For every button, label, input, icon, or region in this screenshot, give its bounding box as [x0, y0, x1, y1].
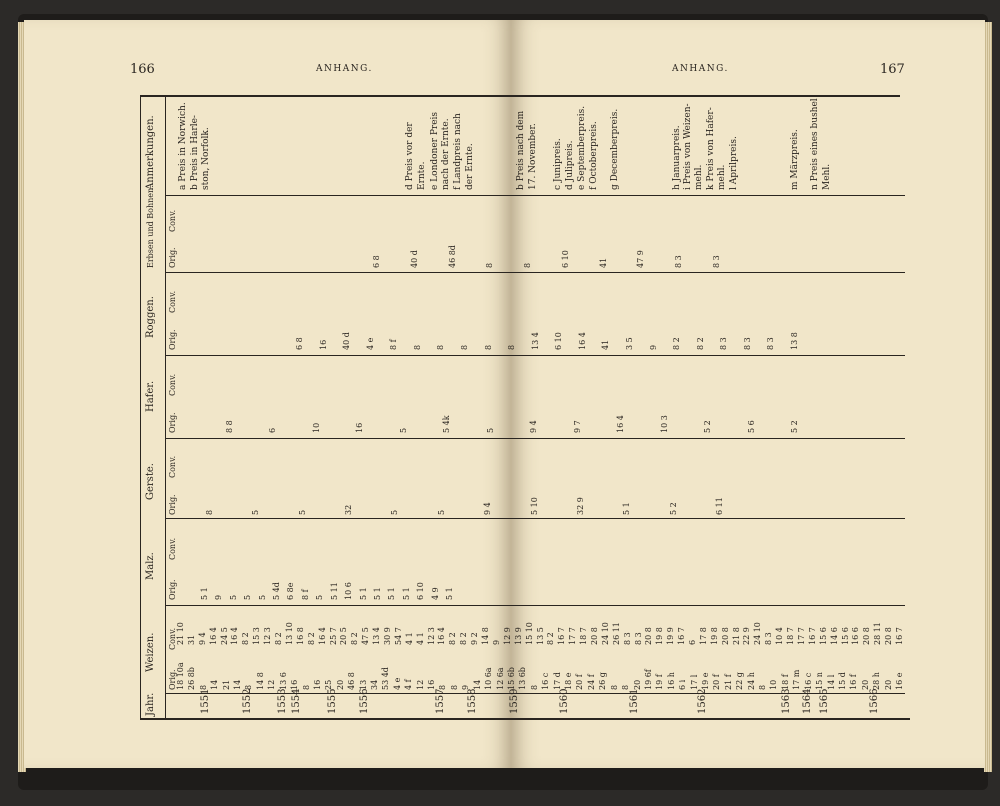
weizen-conv-cell: 4 1	[416, 632, 425, 645]
malz-cell: 5	[315, 594, 324, 600]
weizen-conv-cell: 8 2	[350, 632, 359, 645]
gerste-cell: 5	[298, 509, 307, 515]
weizen-orig-cell: 14	[210, 679, 219, 690]
hafer-cell: 5 4k	[442, 415, 451, 433]
malz-cell: 5 1	[200, 587, 209, 600]
weizen-conv-cell: 8 2	[274, 632, 283, 645]
weizen-orig-cell: 13	[359, 679, 368, 690]
sub-conv-hafer: Conv.	[168, 373, 177, 396]
gerste-cell: 5	[251, 509, 260, 515]
weizen-orig-cell: 8	[621, 684, 630, 690]
erbsen-cell: 41	[599, 257, 608, 268]
weizen-orig-cell: 24 h	[747, 672, 756, 690]
weizen-conv-cell: 16 6	[851, 627, 860, 645]
weizen-orig-cell: 4 f	[404, 679, 413, 690]
weizen-conv-cell: 12 9	[503, 627, 512, 645]
weizen-orig-cell: 4 e	[393, 677, 402, 690]
sub-orig-roggen: Orig.	[168, 329, 177, 350]
weizen-conv-cell: 20 8	[644, 627, 653, 645]
weizen-conv-cell: 19 9	[666, 627, 675, 645]
weizen-conv-cell: 10 4	[775, 627, 784, 645]
note-line: mehl.	[694, 164, 704, 190]
roggen-cell: 6 8	[295, 337, 304, 350]
year-cell: 1561	[629, 688, 640, 714]
weizen-orig-cell: 20	[336, 679, 345, 690]
roggen-cell: 16 4	[578, 332, 587, 350]
weizen-conv-cell: 17 7	[568, 627, 577, 645]
weizen-conv-cell: 9 4	[198, 632, 207, 645]
rule-gerste	[165, 518, 905, 519]
weizen-orig-cell: 14 l	[827, 674, 836, 690]
weizen-conv-cell: 17 8	[699, 627, 708, 645]
sub-conv-weizen: Conv.	[168, 627, 177, 650]
note-line: f Landpreis nach	[453, 113, 463, 190]
weizen-orig-cell: 15 d	[838, 672, 847, 690]
weizen-conv-cell: 13 9	[514, 627, 523, 645]
weizen-orig-cell: 16 c	[804, 672, 813, 690]
gerste-cell: 9 4	[483, 502, 492, 515]
roggen-cell: 9	[649, 344, 658, 350]
weizen-conv-cell: 12 3	[427, 627, 436, 645]
weizen-orig-cell: 14	[233, 679, 242, 690]
gerste-cell: 5 10	[530, 497, 539, 515]
note-line: d Preis vor der	[405, 122, 415, 190]
weizen-conv-cell: 15 6	[841, 627, 850, 645]
weizen-conv-cell: 21 8	[732, 627, 741, 645]
malz-cell: 5 1	[373, 587, 382, 600]
weizen-conv-cell: 16 4	[318, 627, 327, 645]
right-page-header: ANHANG.	[672, 64, 729, 74]
weizen-orig-cell: 20	[633, 679, 642, 690]
header-malz: Malz.	[145, 552, 156, 580]
weizen-conv-cell: 6	[688, 639, 697, 645]
weizen-conv-cell: 18 7	[579, 627, 588, 645]
malz-cell: 5	[258, 594, 267, 600]
right-page-number: 167	[880, 62, 905, 77]
hafer-cell: 10	[312, 422, 321, 433]
note-line: e Septemberpreis.	[577, 105, 587, 190]
weizen-conv-cell: 8 3	[634, 632, 643, 645]
year-cell: 1565	[819, 688, 830, 714]
header-weizen: Weizen.	[145, 632, 156, 672]
hafer-cell: 10 3	[660, 415, 669, 433]
weizen-conv-cell: 18 7	[786, 627, 795, 645]
weizen-orig-cell: 8	[758, 684, 767, 690]
erbsen-cell: 8	[523, 262, 532, 268]
weizen-conv-cell: 19 8	[710, 627, 719, 645]
malz-cell: 5	[243, 594, 252, 600]
weizen-orig-cell: 18 e	[564, 672, 573, 690]
year-cell: 1564	[802, 688, 813, 714]
weizen-conv-cell: 16 7	[808, 627, 817, 645]
year-cell: 1563	[781, 688, 792, 714]
sub-orig-malz: Orig.	[168, 579, 177, 600]
rule-notes	[165, 195, 905, 196]
note-line: e Londoner Preis	[430, 111, 440, 190]
roggen-cell: 8	[436, 344, 445, 350]
roggen-cell: 8 3	[766, 337, 775, 350]
weizen-orig-cell: 17 d	[553, 672, 562, 690]
weizen-conv-cell: 16 7	[895, 627, 904, 645]
roggen-cell: 8 3	[719, 337, 728, 350]
weizen-conv-cell: 14 8	[481, 627, 490, 645]
rule-malz	[165, 605, 905, 606]
weizen-conv-cell: 28 11	[873, 622, 882, 645]
roggen-cell: 8	[413, 344, 422, 350]
header-hafer: Hafer.	[145, 380, 156, 412]
erbsen-cell: 40 d	[410, 250, 419, 268]
weizen-orig-cell: 24 f	[587, 674, 596, 690]
hafer-cell: 5	[486, 427, 495, 433]
weizen-orig-cell: 20 f	[575, 674, 584, 690]
erbsen-cell: 47 9	[636, 250, 645, 268]
gerste-cell: 32 9	[576, 497, 585, 515]
hafer-cell: 9 4	[529, 420, 538, 433]
header-divider	[165, 95, 166, 719]
roggen-cell: 4 e	[366, 337, 375, 350]
weizen-orig-cell: 25	[324, 679, 333, 690]
year-cell: 1557	[435, 688, 446, 714]
left-page-header: ANHANG.	[316, 64, 373, 74]
note-line: ston, Norfolk.	[201, 127, 211, 190]
weizen-orig-cell: 15 6b	[507, 667, 516, 690]
note-line: d Julipreis.	[565, 140, 575, 190]
weizen-orig-cell: 13 6b	[518, 667, 527, 690]
roggen-cell: 6 10	[554, 332, 563, 350]
weizen-conv-cell: 30 9	[383, 627, 392, 645]
hafer-cell: 5 6	[747, 420, 756, 433]
note-line: n Preis eines bushel	[810, 98, 820, 190]
weizen-conv-cell: 16 8	[296, 627, 305, 645]
weizen-conv-cell: 12 3	[263, 627, 272, 645]
weizen-conv-cell: 15 10	[525, 622, 534, 645]
note-line: Mehl.	[822, 163, 832, 190]
erbsen-cell: 46 8d	[448, 245, 457, 268]
weizen-conv-cell: 16 7	[677, 627, 686, 645]
table-left-rule	[140, 95, 141, 719]
year-cell: 1559	[509, 688, 520, 714]
header-erbsen: Erbsen und Bohnen.	[146, 185, 155, 268]
sub-conv-gerste: Conv.	[168, 455, 177, 478]
weizen-conv-cell: 20 5	[339, 627, 348, 645]
weizen-orig-cell: 10	[769, 679, 778, 690]
weizen-orig-cell: 19 f	[655, 674, 664, 690]
weizen-conv-cell: 16 4	[437, 627, 446, 645]
roggen-cell: 8	[460, 344, 469, 350]
weizen-conv-cell: 8 2	[546, 632, 555, 645]
weizen-orig-cell: 16 c	[541, 672, 550, 690]
note-line: Ernte.	[417, 161, 427, 190]
malz-cell: 5 1	[402, 587, 411, 600]
note-line: k Preis von Hafer-	[706, 107, 716, 190]
malz-cell: 4 9	[431, 587, 440, 600]
hafer-cell: 5 2	[703, 420, 712, 433]
weizen-orig-cell: 16 f	[849, 674, 858, 690]
malz-cell: 5 4d	[272, 582, 281, 600]
weizen-orig-cell: 8	[302, 684, 311, 690]
erbsen-cell: 8	[485, 262, 494, 268]
erbsen-cell: 8 3	[712, 255, 721, 268]
weizen-orig-cell: 46 8	[347, 672, 356, 690]
sub-orig-gerste: Orig.	[168, 494, 177, 515]
note-line: a Preis in Norwich.	[178, 102, 188, 190]
weizen-conv-cell: 16 7	[557, 627, 566, 645]
year-cell: 1555	[327, 688, 338, 714]
weizen-conv-cell: 15 6	[819, 627, 828, 645]
gerste-cell: 5	[390, 509, 399, 515]
note-line: m Märzpreis.	[790, 129, 800, 190]
weizen-conv-cell: 4 1	[405, 632, 414, 645]
weizen-orig-cell: 18 f	[781, 674, 790, 690]
weizen-orig-cell: 16	[427, 679, 436, 690]
weizen-orig-cell: 21	[222, 679, 231, 690]
malz-cell: 5 1	[359, 587, 368, 600]
weizen-conv-cell: 25 7	[329, 627, 338, 645]
sub-conv-roggen: Conv.	[168, 290, 177, 313]
weizen-conv-cell: 24 10	[753, 622, 762, 645]
malz-cell: 8 f	[301, 589, 310, 600]
erbsen-cell: 8 3	[674, 255, 683, 268]
gerste-cell: 5	[437, 509, 446, 515]
weizen-conv-cell: 20 8	[862, 627, 871, 645]
weizen-orig-cell: 14	[473, 679, 482, 690]
note-line: i Preis von Weizen-	[683, 103, 693, 190]
sub-conv-erbsen: Conv.	[168, 209, 177, 232]
weizen-conv-cell: 16 4	[209, 627, 218, 645]
weizen-orig-cell: 12	[267, 679, 276, 690]
weizen-conv-cell: 13 5	[536, 627, 545, 645]
sub-orig-erbsen: Orig.	[168, 247, 177, 268]
erbsen-cell: 6 8	[372, 255, 381, 268]
weizen-orig-cell: 53 4d	[381, 667, 390, 690]
weizen-conv-cell: 8 2	[241, 632, 250, 645]
header-jahr: Jahr.	[145, 692, 156, 716]
weizen-conv-cell: 8 2	[307, 632, 316, 645]
gerste-cell: 8	[205, 509, 214, 515]
weizen-conv-cell: 21 10	[176, 622, 185, 645]
weizen-orig-cell: 12 6a	[496, 667, 505, 690]
weizen-conv-cell: 24 5	[220, 627, 229, 645]
gerste-cell: 5 1	[622, 502, 631, 515]
hafer-cell: 6	[268, 427, 277, 433]
weizen-orig-cell: 9	[461, 684, 470, 690]
weizen-orig-cell: 13 6	[279, 672, 288, 690]
weizen-orig-cell: 17 l	[690, 674, 699, 690]
weizen-orig-cell: 19 6f	[644, 669, 653, 690]
weizen-orig-cell: 17 m	[792, 669, 801, 690]
weizen-conv-cell: 9	[492, 639, 501, 645]
malz-cell: 6 10	[416, 582, 425, 600]
weizen-orig-cell: 21 f	[724, 674, 733, 690]
weizen-conv-cell: 8 3	[764, 632, 773, 645]
note-line: 17. November.	[528, 123, 538, 190]
right-page-edges	[984, 22, 992, 772]
sub-conv-malz: Conv.	[168, 537, 177, 560]
rule-roggen	[165, 355, 905, 356]
weizen-orig-cell: 16 h	[667, 672, 676, 690]
weizen-orig-cell: 8	[438, 684, 447, 690]
weizen-orig-cell: 22 g	[735, 672, 744, 690]
year-cell: 1552	[242, 688, 253, 714]
hafer-cell: 5 2	[790, 420, 799, 433]
weizen-orig-cell: 20 f	[712, 674, 721, 690]
year-cell: 1551	[200, 688, 211, 714]
roggen-cell: 13 8	[790, 332, 799, 350]
note-line: b Preis nach dem	[516, 110, 526, 190]
header-roggen: Roggen.	[145, 296, 156, 338]
weizen-orig-cell: 8	[244, 684, 253, 690]
malz-cell: 5 1	[445, 587, 454, 600]
note-line: l Aprilpreis.	[729, 136, 739, 190]
sub-orig-weizen: Orig.	[168, 669, 177, 690]
gerste-cell: 32	[344, 504, 353, 515]
weizen-conv-cell: 20 8	[884, 627, 893, 645]
note-line: der Ernte.	[465, 143, 475, 190]
weizen-orig-cell: 16	[313, 679, 322, 690]
roggen-cell: 41	[601, 339, 610, 350]
rule-hafer	[165, 438, 905, 439]
weizen-conv-cell: 16 4	[230, 627, 239, 645]
hafer-cell: 5	[399, 427, 408, 433]
weizen-conv-cell: 13 10	[285, 622, 294, 645]
year-cell: 1558	[467, 688, 478, 714]
hafer-cell: 9 7	[573, 420, 582, 433]
weizen-orig-cell: 6 i	[678, 679, 687, 690]
roggen-cell: 8 2	[672, 337, 681, 350]
weizen-orig-cell: 26 g	[598, 672, 607, 690]
weizen-conv-cell: 13 4	[372, 627, 381, 645]
roggen-cell: 8	[484, 344, 493, 350]
erbsen-cell: 6 10	[561, 250, 570, 268]
weizen-orig-cell: 18 10a	[176, 662, 185, 690]
rule-erbsen	[165, 272, 905, 273]
weizen-conv-cell: 8 2	[448, 632, 457, 645]
roggen-cell: 16	[319, 339, 328, 350]
weizen-conv-cell: 20 8	[721, 627, 730, 645]
weizen-orig-cell: 16	[290, 679, 299, 690]
note-line: c Junipreis.	[553, 138, 563, 190]
weizen-orig-cell: 8	[610, 684, 619, 690]
malz-cell: 6 8e	[286, 582, 295, 600]
weizen-conv-cell: 15 3	[252, 627, 261, 645]
roggen-cell: 8 2	[696, 337, 705, 350]
weizen-conv-cell: 19 8	[655, 627, 664, 645]
header-gerste: Gerste.	[145, 463, 156, 500]
weizen-conv-cell: 31	[187, 634, 196, 645]
weizen-orig-cell: 12	[416, 679, 425, 690]
roggen-cell: 8 f	[389, 339, 398, 350]
roggen-cell: 8	[507, 344, 516, 350]
roggen-cell: 3 5	[625, 337, 634, 350]
table-top-rule	[140, 95, 900, 97]
weizen-conv-cell: 24 10	[601, 622, 610, 645]
weizen-conv-cell: 14 6	[830, 627, 839, 645]
roggen-cell: 13 4	[531, 332, 540, 350]
note-line: f Octoberpreis.	[589, 121, 599, 190]
weizen-conv-cell: 8 2	[459, 632, 468, 645]
year-cell: 1560	[559, 688, 570, 714]
weizen-orig-cell: 8	[530, 684, 539, 690]
hafer-cell: 16	[355, 422, 364, 433]
roggen-cell: 8 3	[743, 337, 752, 350]
gerste-cell: 5 2	[669, 502, 678, 515]
left-page-number: 166	[130, 62, 155, 77]
weizen-orig-cell: 14 8	[256, 672, 265, 690]
hafer-cell: 8 8	[225, 420, 234, 433]
weizen-orig-cell: 34	[370, 679, 379, 690]
weizen-orig-cell: 19 e	[701, 672, 710, 690]
weizen-orig-cell: 20	[861, 679, 870, 690]
weizen-orig-cell: 16 e	[895, 672, 904, 690]
sub-orig-hafer: Orig.	[168, 412, 177, 433]
weizen-conv-cell: 20 8	[590, 627, 599, 645]
roggen-cell: 40 d	[342, 332, 351, 350]
note-line: h Januarpreis.	[672, 125, 682, 190]
weizen-conv-cell: 54 7	[394, 627, 403, 645]
weizen-conv-cell: 9 2	[470, 632, 479, 645]
malz-cell: 5 1	[387, 587, 396, 600]
year-cell: 1556	[359, 688, 370, 714]
malz-cell: 9	[214, 594, 223, 600]
weizen-conv-cell: 8 3	[623, 632, 632, 645]
rule-weizen	[165, 693, 905, 694]
header-anmerkungen: Anmerkungen.	[145, 115, 156, 190]
note-line: g Decemberpreis.	[610, 108, 620, 190]
year-cell: 1553	[277, 688, 288, 714]
weizen-orig-cell: 8	[450, 684, 459, 690]
weizen-conv-cell: 26 11	[612, 622, 621, 645]
weizen-orig-cell: 8	[199, 684, 208, 690]
note-line: mehl.	[717, 164, 727, 190]
weizen-orig-cell: 26 8b	[187, 667, 196, 690]
note-line: b Preis in Harle-	[190, 115, 200, 190]
weizen-orig-cell: 10 6a	[484, 667, 493, 690]
gerste-cell: 6 11	[715, 497, 724, 515]
malz-cell: 5 11	[330, 582, 339, 600]
weizen-conv-cell: 22 9	[742, 627, 751, 645]
malz-cell: 10 6	[344, 582, 353, 600]
hafer-cell: 16 4	[616, 415, 625, 433]
weizen-orig-cell: 20	[884, 679, 893, 690]
table-bottom-rule	[140, 718, 910, 720]
year-cell: 1562	[697, 688, 708, 714]
weizen-conv-cell: 47 5	[361, 627, 370, 645]
weizen-orig-cell: 28 h	[872, 672, 881, 690]
year-cell: 1566	[869, 688, 880, 714]
malz-cell: 5	[229, 594, 238, 600]
weizen-orig-cell: 15 n	[815, 672, 824, 690]
note-line: nach der Ernte.	[441, 118, 451, 190]
year-cell: 1554	[291, 688, 302, 714]
weizen-conv-cell: 17 7	[797, 627, 806, 645]
